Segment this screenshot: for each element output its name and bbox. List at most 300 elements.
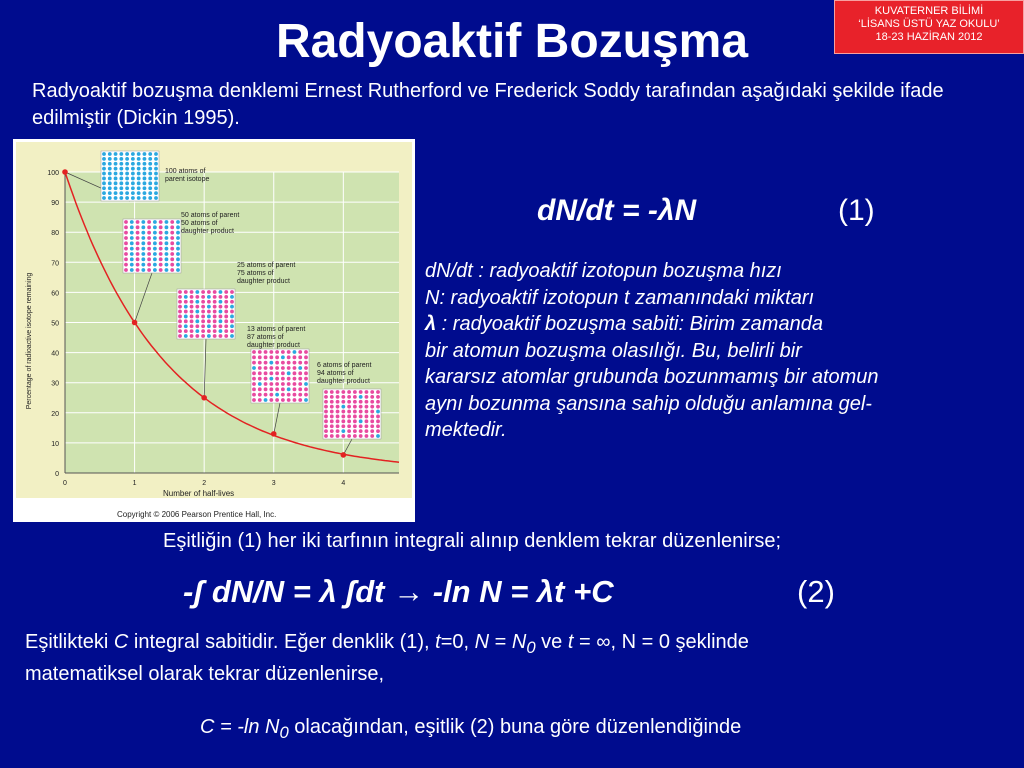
annotation-text: 75 atoms of: [237, 270, 274, 277]
daughter-atom: [213, 310, 217, 314]
daughter-atom: [269, 366, 273, 370]
annotation-text: 87 atoms of: [247, 334, 284, 341]
daughter-atom: [136, 241, 140, 245]
parent-atom: [376, 434, 380, 438]
daughter-atom: [213, 305, 217, 309]
parent-atom: [119, 172, 123, 176]
parent-atom: [131, 152, 135, 156]
daughter-atom: [324, 390, 328, 394]
annotation-text: parent isotope: [165, 176, 210, 183]
parent-atom: [281, 355, 285, 359]
daughter-atom: [264, 387, 268, 391]
parent-atom: [219, 329, 223, 333]
parent-atom: [230, 305, 234, 309]
parent-atom: [131, 172, 135, 176]
parent-atom: [130, 247, 134, 251]
x-tick-label: 1: [132, 480, 137, 487]
parent-atom: [131, 157, 135, 161]
parent-atom: [165, 263, 169, 267]
parent-atom: [252, 366, 256, 370]
daughter-atom: [281, 371, 285, 375]
equation-2: -ʃ dN/N = λ ʃdt → -ln N = λt +C: [183, 574, 614, 609]
parent-atom: [376, 410, 380, 414]
parent-atom: [102, 172, 106, 176]
daughter-atom: [324, 419, 328, 423]
definition-line-7: mektedir.: [425, 419, 507, 441]
parent-atom: [359, 395, 363, 399]
daughter-atom: [376, 424, 380, 428]
daughter-atom: [370, 410, 374, 414]
parent-atom: [114, 177, 118, 181]
daughter-atom: [304, 377, 308, 381]
parent-atom: [125, 191, 129, 195]
daughter-atom: [124, 257, 128, 261]
parent-atom: [219, 310, 223, 314]
daughter-atom: [330, 410, 334, 414]
daughter-atom: [213, 319, 217, 323]
parent-atom: [141, 236, 145, 240]
daughter-atom: [359, 405, 363, 409]
daughter-atom: [359, 400, 363, 404]
parent-atom: [130, 268, 134, 272]
daughter-atom: [252, 398, 256, 402]
parent-atom: [219, 300, 223, 304]
y-tick-label: 0: [55, 471, 59, 478]
data-point: [271, 431, 277, 437]
constant-paragraph: [25, 629, 1015, 687]
daughter-atom: [124, 231, 128, 235]
daughter-atom: [365, 419, 369, 423]
parent-atom: [293, 350, 297, 354]
parent-atom: [298, 366, 302, 370]
daughter-atom: [281, 398, 285, 402]
parent-atom: [148, 177, 152, 181]
parent-atom: [102, 191, 106, 195]
daughter-atom: [359, 410, 363, 414]
parent-atom: [184, 315, 188, 319]
parent-atom: [154, 177, 158, 181]
daughter-atom: [275, 377, 279, 381]
daughter-atom: [224, 319, 228, 323]
daughter-atom: [147, 263, 151, 267]
daughter-atom: [281, 361, 285, 365]
parent-atom: [153, 268, 157, 272]
daughter-atom: [136, 252, 140, 256]
daughter-atom: [178, 305, 182, 309]
parent-atom: [114, 152, 118, 156]
daughter-atom: [124, 225, 128, 229]
parent-atom: [114, 167, 118, 171]
daughter-atom: [376, 405, 380, 409]
parent-atom: [195, 300, 199, 304]
daughter-atom: [178, 295, 182, 299]
daughter-atom: [336, 400, 340, 404]
daughter-atom: [347, 415, 351, 419]
daughter-atom: [201, 310, 205, 314]
daughter-atom: [336, 405, 340, 409]
daughter-atom: [258, 350, 262, 354]
parent-atom: [230, 324, 234, 328]
parent-atom: [154, 186, 158, 190]
parent-atom: [137, 177, 141, 181]
daughter-atom: [370, 395, 374, 399]
daughter-atom: [190, 319, 194, 323]
parent-atom: [108, 157, 112, 161]
parent-atom: [176, 268, 180, 272]
daughter-atom: [298, 377, 302, 381]
parent-atom: [153, 241, 157, 245]
daughter-atom: [298, 398, 302, 402]
daughter-atom: [213, 315, 217, 319]
parent-atom: [141, 225, 145, 229]
daughter-atom: [219, 305, 223, 309]
daughter-atom: [190, 300, 194, 304]
parent-atom: [165, 236, 169, 240]
parent-atom: [230, 295, 234, 299]
y-tick-label: 70: [51, 260, 59, 268]
parent-atom: [102, 181, 106, 185]
daughter-atom: [147, 231, 151, 235]
parent-atom: [114, 181, 118, 185]
daughter-atom: [330, 434, 334, 438]
daughter-atom: [365, 424, 369, 428]
daughter-atom: [178, 319, 182, 323]
daughter-atom: [252, 355, 256, 359]
parent-atom: [102, 196, 106, 200]
annotation-text: daughter product: [181, 228, 234, 235]
daughter-atom: [264, 377, 268, 381]
parent-atom: [341, 429, 345, 433]
daughter-atom: [136, 236, 140, 240]
daughter-atom: [293, 377, 297, 381]
daughter-atom: [370, 424, 374, 428]
parent-atom: [102, 186, 106, 190]
daughter-atom: [281, 366, 285, 370]
y-axis-label: Percentage of radioactive isotope remaining: [26, 272, 33, 410]
parent-atom: [153, 220, 157, 224]
daughter-atom: [287, 355, 291, 359]
daughter-atom: [347, 395, 351, 399]
parent-atom: [137, 196, 141, 200]
y-tick-label: 10: [51, 440, 59, 448]
daughter-atom: [195, 334, 199, 338]
daughter-atom: [324, 405, 328, 409]
parent-atom: [125, 172, 129, 176]
parent-atom: [148, 157, 152, 161]
paragraph-line-2: matematiksel olarak tekrar düzenlenirse,: [25, 663, 385, 685]
parent-atom: [125, 162, 129, 166]
parent-atom: [184, 324, 188, 328]
parent-atom: [130, 263, 134, 267]
parent-atom: [108, 186, 112, 190]
daughter-atom: [353, 419, 357, 423]
x-tick-label: 0: [63, 480, 67, 487]
daughter-atom: [324, 410, 328, 414]
parent-atom: [153, 236, 157, 240]
parent-atom: [148, 152, 152, 156]
daughter-atom: [341, 434, 345, 438]
daughter-atom: [230, 310, 234, 314]
daughter-atom: [224, 290, 228, 294]
daughter-atom: [365, 400, 369, 404]
daughter-atom: [190, 315, 194, 319]
parent-atom: [102, 157, 106, 161]
parent-atom: [176, 257, 180, 261]
parent-atom: [153, 257, 157, 261]
final-text: C = -ln $N_0$ olacağından, eşitlik (2) buna göre düzenlendiğinde: [200, 716, 742, 742]
daughter-atom: [347, 424, 351, 428]
parent-atom: [230, 315, 234, 319]
daughter-atom: [207, 300, 211, 304]
parent-atom: [341, 405, 345, 409]
daughter-atom: [170, 247, 174, 251]
daughter-atom: [264, 350, 268, 354]
daughter-atom: [324, 400, 328, 404]
daughter-atom: [353, 434, 357, 438]
parent-atom: [130, 236, 134, 240]
parent-atom: [143, 167, 147, 171]
definition-line-2: N: radyoaktif izotopun t zamanındaki miktarı: [425, 286, 815, 309]
daughter-atom: [195, 324, 199, 328]
daughter-atom: [336, 424, 340, 428]
parent-atom: [165, 257, 169, 261]
daughter-atom: [124, 247, 128, 251]
parent-atom: [165, 220, 169, 224]
daughter-atom: [159, 241, 163, 245]
daughter-atom: [258, 387, 262, 391]
daughter-atom: [170, 231, 174, 235]
x-axis-label: Number of half-lives: [163, 489, 235, 498]
daughter-atom: [252, 361, 256, 365]
daughter-atom: [258, 361, 262, 365]
parent-atom: [195, 290, 199, 294]
parent-atom: [131, 162, 135, 166]
daughter-atom: [190, 324, 194, 328]
daughter-atom: [298, 355, 302, 359]
parent-atom: [165, 225, 169, 229]
daughter-atom: [124, 268, 128, 272]
daughter-atom: [219, 324, 223, 328]
x-tick-label: 2: [202, 480, 207, 487]
daughter-atom: [147, 236, 151, 240]
parent-atom: [207, 315, 211, 319]
daughter-atom: [275, 398, 279, 402]
y-tick-label: 60: [51, 290, 59, 298]
data-point: [62, 169, 68, 175]
daughter-atom: [136, 231, 140, 235]
daughter-atom: [201, 334, 205, 338]
daughter-atom: [269, 355, 273, 359]
daughter-atom: [258, 393, 262, 397]
data-point: [341, 452, 347, 458]
parent-atom: [154, 172, 158, 176]
daughter-atom: [201, 305, 205, 309]
parent-atom: [102, 162, 106, 166]
equation-1: dN/dt = -λN: [537, 194, 697, 227]
y-tick-label: 80: [51, 230, 59, 238]
parent-atom: [108, 196, 112, 200]
parent-atom: [143, 191, 147, 195]
daughter-atom: [258, 377, 262, 381]
y-tick-label: 30: [51, 380, 59, 388]
daughter-atom: [336, 419, 340, 423]
parent-atom: [148, 196, 152, 200]
parent-atom: [114, 162, 118, 166]
x-tick-label: 3: [271, 480, 276, 487]
daughter-atom: [252, 371, 256, 375]
daughter-atom: [281, 377, 285, 381]
parent-atom: [207, 295, 211, 299]
daughter-atom: [136, 220, 140, 224]
daughter-atom: [376, 390, 380, 394]
daughter-atom: [258, 355, 262, 359]
daughter-atom: [252, 387, 256, 391]
parent-atom: [153, 225, 157, 229]
parent-atom: [264, 398, 268, 402]
parent-atom: [153, 231, 157, 235]
daughter-atom: [336, 429, 340, 433]
daughter-atom: [376, 395, 380, 399]
daughter-atom: [224, 305, 228, 309]
definition-line-4: bir atomun bozuşma olasılığı. Bu, belirli bir: [425, 339, 802, 362]
daughter-atom: [298, 382, 302, 386]
daughter-atom: [201, 295, 205, 299]
parent-atom: [141, 252, 145, 256]
daughter-atom: [230, 329, 234, 333]
parent-atom: [143, 177, 147, 181]
daughter-atom: [201, 315, 205, 319]
decay-figure: [13, 139, 415, 522]
daughter-atom: [136, 257, 140, 261]
daughter-atom: [359, 424, 363, 428]
parent-atom: [154, 162, 158, 166]
daughter-atom: [195, 295, 199, 299]
daughter-atom: [190, 310, 194, 314]
daughter-atom: [136, 225, 140, 229]
integration-text: Eşitliğin (1) her iki tarfının integrali alınıp denklem tekrar düzenlenirse;: [163, 530, 782, 552]
parent-atom: [108, 172, 112, 176]
annotation-text: daughter product: [247, 342, 300, 349]
daughter-atom: [341, 395, 345, 399]
daughter-atom: [184, 319, 188, 323]
daughter-atom: [147, 241, 151, 245]
parent-atom: [184, 295, 188, 299]
daughter-atom: [190, 295, 194, 299]
parent-atom: [148, 181, 152, 185]
daughter-atom: [147, 268, 151, 272]
daughter-atom: [195, 315, 199, 319]
daughter-atom: [376, 429, 380, 433]
daughter-atom: [124, 236, 128, 240]
parent-atom: [108, 152, 112, 156]
annotation-text: 6 atoms of parent: [317, 362, 372, 369]
parent-atom: [130, 257, 134, 261]
daughter-atom: [359, 415, 363, 419]
daughter-atom: [213, 300, 217, 304]
daughter-atom: [341, 400, 345, 404]
parent-atom: [207, 324, 211, 328]
daughter-atom: [353, 390, 357, 394]
annotation-text: daughter product: [317, 378, 370, 385]
daughter-atom: [213, 295, 217, 299]
parent-atom: [143, 162, 147, 166]
parent-atom: [114, 196, 118, 200]
daughter-atom: [330, 395, 334, 399]
daughter-atom: [159, 263, 163, 267]
parent-atom: [131, 186, 135, 190]
definition-line-1: dN/dt : radyoaktif izotopun bozuşma hızı: [425, 260, 782, 282]
daughter-atom: [219, 295, 223, 299]
intro-text: Radyoaktif bozuşma denklemi Ernest Rutherford ve Frederick Soddy tarafından aşağıdaki şekilde ifade edilmiştir (Dickin 1995).: [32, 80, 944, 129]
daughter-atom: [275, 350, 279, 354]
daughter-atom: [230, 319, 234, 323]
daughter-atom: [219, 334, 223, 338]
daughter-atom: [330, 390, 334, 394]
parent-atom: [176, 252, 180, 256]
parent-atom: [125, 167, 129, 171]
daughter-atom: [341, 419, 345, 423]
daughter-atom: [178, 329, 182, 333]
daughter-atom: [269, 387, 273, 391]
parent-atom: [219, 290, 223, 294]
parent-atom: [154, 157, 158, 161]
parent-atom: [137, 186, 141, 190]
parent-atom: [141, 257, 145, 261]
parent-atom: [137, 167, 141, 171]
parent-atom: [230, 334, 234, 338]
daughter-atom: [184, 310, 188, 314]
parent-atom: [258, 382, 262, 386]
parent-atom: [114, 172, 118, 176]
parent-atom: [143, 196, 147, 200]
daughter-atom: [207, 319, 211, 323]
daughter-atom: [353, 415, 357, 419]
daughter-atom: [304, 393, 308, 397]
definitions: [425, 258, 1015, 444]
daughter-atom: [184, 300, 188, 304]
parent-atom: [195, 319, 199, 323]
daughter-atom: [275, 371, 279, 375]
daughter-atom: [136, 247, 140, 251]
copyright-text: Copyright © 2006 Pearson Prentice Hall, Inc.: [117, 510, 277, 519]
definition-line-3: λ : radyoaktif bozuşma sabiti: Birim zamanda: [425, 313, 823, 335]
daughter-atom: [298, 371, 302, 375]
parent-atom: [195, 329, 199, 333]
daughter-atom: [213, 329, 217, 333]
daughter-atom: [324, 434, 328, 438]
daughter-atom: [219, 315, 223, 319]
parent-atom: [287, 387, 291, 391]
data-point: [201, 395, 207, 401]
daughter-atom: [207, 329, 211, 333]
definition-line-5: kararsız atomlar grubunda bozunmamış bir atomun: [425, 366, 879, 388]
parent-atom: [125, 157, 129, 161]
daughter-atom: [353, 424, 357, 428]
parent-atom: [141, 231, 145, 235]
daughter-atom: [201, 329, 205, 333]
daughter-atom: [370, 434, 374, 438]
daughter-atom: [330, 400, 334, 404]
annotation-text: 50 atoms of: [181, 220, 218, 227]
daughter-atom: [195, 305, 199, 309]
daughter-atom: [264, 371, 268, 375]
daughter-atom: [224, 295, 228, 299]
daughter-atom: [353, 405, 357, 409]
daughter-atom: [293, 387, 297, 391]
daughter-atom: [224, 329, 228, 333]
daughter-atom: [336, 415, 340, 419]
parent-atom: [154, 152, 158, 156]
